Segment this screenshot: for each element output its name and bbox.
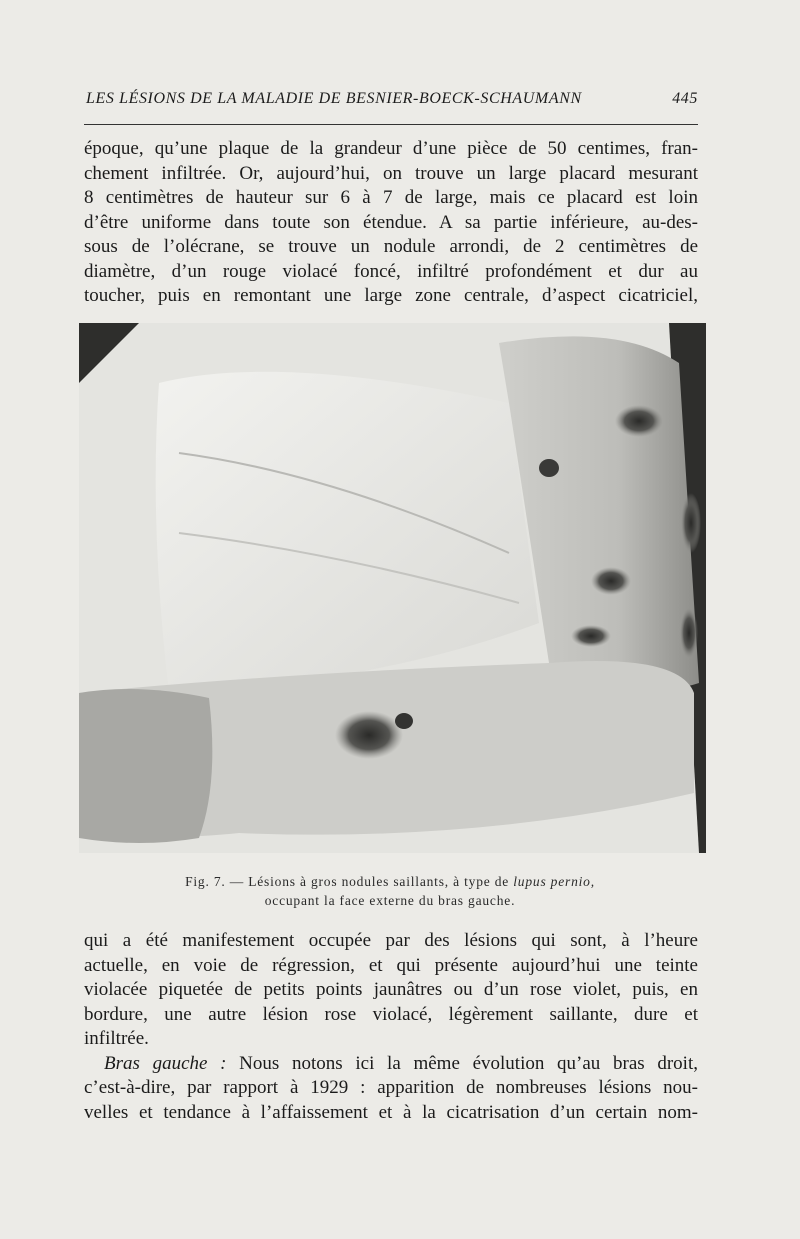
text-line: c’est-à-dire, par rapport à 1929 : apparition de nombreuses lésions nou- — [84, 1077, 698, 1098]
text-line: d’être uniforme dans toute son étendue. A sa partie inférieure, au-des- — [84, 211, 698, 233]
running-title: LES LÉSIONS DE LA MALADIE DE BESNIER-BOECK-SCHAUMANN — [86, 90, 582, 107]
section-lead-bras-gauche: Bras gauche : — [104, 1052, 227, 1074]
caption-line-2: occupant la face externe du bras gauche. — [264, 893, 516, 908]
arm-photo-illustration — [79, 323, 706, 853]
page-number: 445 — [672, 90, 698, 107]
text-line: 8 centimètres de hauteur sur 6 à 7 de large, mais ce placard est loin — [84, 187, 698, 208]
caption-italic-term: lupus pernio, — [513, 874, 595, 889]
caption-line-1 — [90, 872, 690, 891]
text-line: sous de l’olécrane, se trouve un nodule arrondi, de 2 centimètres de — [84, 236, 698, 257]
text-line: époque, qu’une plaque de la grandeur d’une pièce de 50 centimes, fran- — [84, 138, 698, 159]
figure-photograph — [79, 323, 706, 853]
text-line: bordure, une autre lésion rose violacé, légèrement saillante, dure et — [84, 1003, 698, 1025]
text-line: chement infiltrée. Or, aujourd’hui, on trouve un large placard mesurant — [84, 162, 698, 184]
text-line: qui a été manifestement occupée par des lésions qui sont, à l’heure — [84, 930, 698, 951]
text-line: Nous notons ici la même évolution qu’au bras droit, — [226, 1052, 698, 1074]
text-line: violacée piquetée de petits points jaunâtres ou d’un rose violet, puis, en — [84, 979, 698, 1000]
text-line: diamètre, d’un rouge violacé foncé, infiltré profondément et dur au — [84, 260, 698, 282]
paragraph-2 — [84, 929, 698, 1125]
paragraph-3-first-line — [84, 1052, 698, 1077]
text-line: toucher, puis en remontant une large zone centrale, d’aspect cicatriciel, — [84, 285, 698, 306]
text-line: infiltrée. — [84, 1028, 149, 1049]
header-rule — [84, 124, 698, 125]
running-header — [86, 90, 698, 108]
figure-caption — [90, 872, 690, 910]
paragraph-1 — [84, 137, 698, 309]
text-line: actuelle, en voie de régression, et qui présente aujourd’hui une teinte — [84, 954, 698, 976]
text-line: velles et tendance à l’affaissement et à la cicatrisation d’un certain nom- — [84, 1101, 698, 1123]
caption-line-1-text: Fig. 7. — Lésions à gros nodules saillants, à type de — [185, 874, 514, 889]
